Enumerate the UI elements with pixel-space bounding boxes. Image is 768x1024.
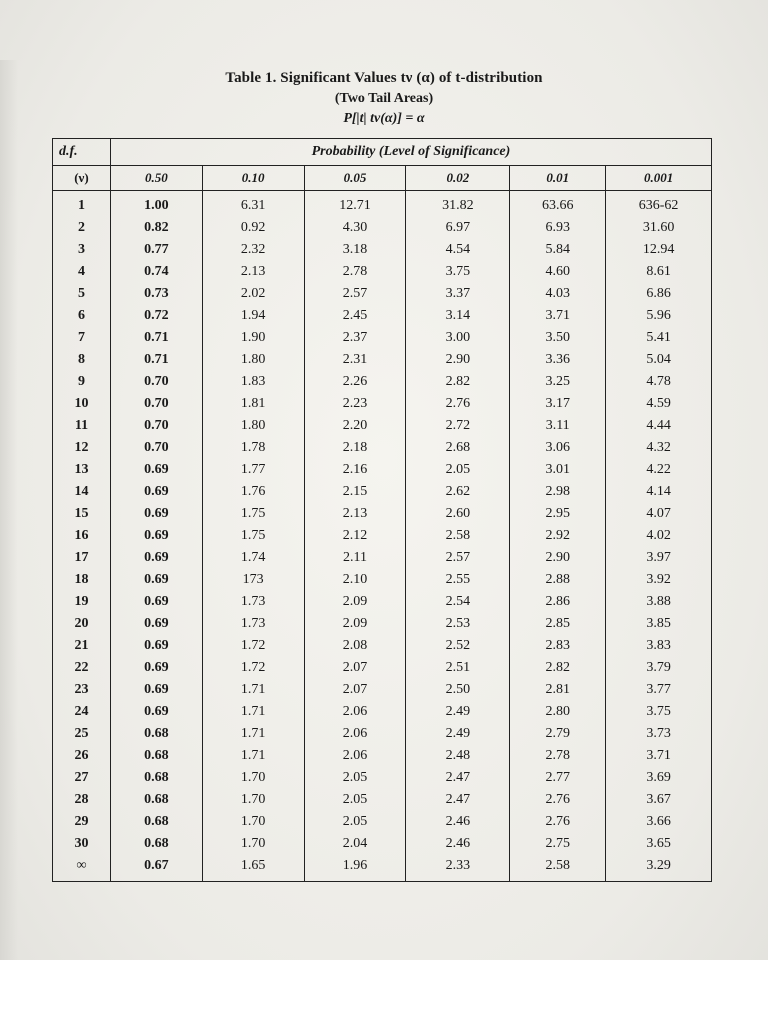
value-cell: 1.81 <box>202 393 304 415</box>
df-cell: 2 <box>53 217 111 239</box>
value-cell: 0.68 <box>110 789 202 811</box>
value-cell: 1.65 <box>202 855 304 882</box>
value-cell: 5.04 <box>606 349 712 371</box>
value-cell: 4.59 <box>606 393 712 415</box>
table-row <box>53 437 712 459</box>
value-cell: 3.97 <box>606 547 712 569</box>
value-cell: 1.70 <box>202 811 304 833</box>
value-cell: 1.70 <box>202 789 304 811</box>
value-cell: 2.49 <box>406 701 510 723</box>
table-row <box>53 191 712 218</box>
value-cell: 0.69 <box>110 657 202 679</box>
df-cell: 13 <box>53 459 111 481</box>
header-row-levels <box>53 166 712 191</box>
value-cell: 2.85 <box>510 613 606 635</box>
value-cell: 2.18 <box>304 437 406 459</box>
value-cell: 0.70 <box>110 437 202 459</box>
value-cell: 0.69 <box>110 481 202 503</box>
table-row <box>53 525 712 547</box>
value-cell: 2.05 <box>304 811 406 833</box>
table-row <box>53 459 712 481</box>
df-cell: 1 <box>53 191 111 218</box>
table-row <box>53 745 712 767</box>
table-row <box>53 789 712 811</box>
value-cell: 2.78 <box>304 261 406 283</box>
value-cell: 0.67 <box>110 855 202 882</box>
df-cell: 18 <box>53 569 111 591</box>
value-cell: 6.86 <box>606 283 712 305</box>
value-cell: 0.70 <box>110 393 202 415</box>
value-cell: 2.45 <box>304 305 406 327</box>
value-cell: 3.71 <box>606 745 712 767</box>
value-cell: 12.71 <box>304 191 406 218</box>
value-cell: 2.15 <box>304 481 406 503</box>
df-cell: ∞ <box>53 855 111 882</box>
value-cell: 2.90 <box>510 547 606 569</box>
df-cell: 8 <box>53 349 111 371</box>
df-header: d.f. <box>53 139 111 166</box>
value-cell: 0.69 <box>110 613 202 635</box>
value-cell: 0.74 <box>110 261 202 283</box>
value-cell: 4.54 <box>406 239 510 261</box>
table-row <box>53 393 712 415</box>
table-row <box>53 701 712 723</box>
value-cell: 2.82 <box>510 657 606 679</box>
level-header: 0.50 <box>110 166 202 191</box>
value-cell: 4.30 <box>304 217 406 239</box>
value-cell: 1.73 <box>202 613 304 635</box>
value-cell: 3.69 <box>606 767 712 789</box>
value-cell: 2.49 <box>406 723 510 745</box>
value-cell: 2.90 <box>406 349 510 371</box>
table-formula: P[|t| tν(α)] = α <box>343 111 425 126</box>
df-cell: 22 <box>53 657 111 679</box>
value-cell: 2.06 <box>304 701 406 723</box>
value-cell: 2.77 <box>510 767 606 789</box>
value-cell: 2.06 <box>304 745 406 767</box>
value-cell: 636-62 <box>606 191 712 218</box>
table-row <box>53 261 712 283</box>
table-row <box>53 305 712 327</box>
value-cell: 2.86 <box>510 591 606 613</box>
value-cell: 2.13 <box>304 503 406 525</box>
table-body <box>53 191 712 882</box>
value-cell: 1.96 <box>304 855 406 882</box>
value-cell: 0.69 <box>110 569 202 591</box>
value-cell: 4.22 <box>606 459 712 481</box>
value-cell: 2.33 <box>406 855 510 882</box>
value-cell: 3.14 <box>406 305 510 327</box>
value-cell: 3.65 <box>606 833 712 855</box>
table-row <box>53 569 712 591</box>
value-cell: 2.88 <box>510 569 606 591</box>
value-cell: 0.72 <box>110 305 202 327</box>
table-row <box>53 767 712 789</box>
value-cell: 3.37 <box>406 283 510 305</box>
value-cell: 2.82 <box>406 371 510 393</box>
value-cell: 1.00 <box>110 191 202 218</box>
table-row <box>53 503 712 525</box>
table-row <box>53 811 712 833</box>
value-cell: 3.71 <box>510 305 606 327</box>
value-cell: 2.55 <box>406 569 510 591</box>
value-cell: 2.53 <box>406 613 510 635</box>
value-cell: 2.50 <box>406 679 510 701</box>
value-cell: 31.60 <box>606 217 712 239</box>
value-cell: 2.54 <box>406 591 510 613</box>
value-cell: 1.71 <box>202 701 304 723</box>
value-cell: 2.76 <box>510 789 606 811</box>
value-cell: 2.46 <box>406 811 510 833</box>
table-row <box>53 239 712 261</box>
value-cell: 3.66 <box>606 811 712 833</box>
value-cell: 4.03 <box>510 283 606 305</box>
df-cell: 26 <box>53 745 111 767</box>
value-cell: 1.73 <box>202 591 304 613</box>
table-title: Table 1. Significant Values tν (α) of t-distribution <box>225 70 543 86</box>
value-cell: 2.12 <box>304 525 406 547</box>
value-cell: 5.41 <box>606 327 712 349</box>
value-cell: 0.73 <box>110 283 202 305</box>
df-cell: 19 <box>53 591 111 613</box>
df-cell: 30 <box>53 833 111 855</box>
value-cell: 2.80 <box>510 701 606 723</box>
df-cell: 14 <box>53 481 111 503</box>
value-cell: 2.57 <box>406 547 510 569</box>
value-cell: 1.94 <box>202 305 304 327</box>
value-cell: 4.07 <box>606 503 712 525</box>
v-header: (ν) <box>53 166 111 191</box>
page-shadow <box>0 60 18 960</box>
value-cell: 12.94 <box>606 239 712 261</box>
value-cell: 2.98 <box>510 481 606 503</box>
value-cell: 4.02 <box>606 525 712 547</box>
value-cell: 3.29 <box>606 855 712 882</box>
value-cell: 3.75 <box>406 261 510 283</box>
value-cell: 31.82 <box>406 191 510 218</box>
value-cell: 2.62 <box>406 481 510 503</box>
value-cell: 0.68 <box>110 833 202 855</box>
value-cell: 2.26 <box>304 371 406 393</box>
value-cell: 4.78 <box>606 371 712 393</box>
value-cell: 1.78 <box>202 437 304 459</box>
value-cell: 3.73 <box>606 723 712 745</box>
value-cell: 173 <box>202 569 304 591</box>
value-cell: 3.83 <box>606 635 712 657</box>
value-cell: 1.76 <box>202 481 304 503</box>
value-cell: 1.71 <box>202 679 304 701</box>
level-header: 0.01 <box>510 166 606 191</box>
df-cell: 7 <box>53 327 111 349</box>
value-cell: 2.47 <box>406 789 510 811</box>
value-cell: 1.72 <box>202 657 304 679</box>
page-bottom-margin <box>0 960 768 1024</box>
value-cell: 2.05 <box>406 459 510 481</box>
value-cell: 3.06 <box>510 437 606 459</box>
value-cell: 2.16 <box>304 459 406 481</box>
value-cell: 1.72 <box>202 635 304 657</box>
value-cell: 2.75 <box>510 833 606 855</box>
table-row <box>53 349 712 371</box>
df-cell: 12 <box>53 437 111 459</box>
value-cell: 2.92 <box>510 525 606 547</box>
table-subtitle: (Two Tail Areas) <box>334 91 434 106</box>
value-cell: 2.09 <box>304 591 406 613</box>
value-cell: 2.04 <box>304 833 406 855</box>
value-cell: 6.93 <box>510 217 606 239</box>
value-cell: 0.68 <box>110 767 202 789</box>
df-cell: 27 <box>53 767 111 789</box>
value-cell: 1.83 <box>202 371 304 393</box>
value-cell: 2.79 <box>510 723 606 745</box>
value-cell: 6.97 <box>406 217 510 239</box>
df-cell: 25 <box>53 723 111 745</box>
level-header: 0.05 <box>304 166 406 191</box>
value-cell: 0.69 <box>110 525 202 547</box>
value-cell: 3.92 <box>606 569 712 591</box>
value-cell: 63.66 <box>510 191 606 218</box>
df-cell: 11 <box>53 415 111 437</box>
table-row <box>53 371 712 393</box>
value-cell: 2.06 <box>304 723 406 745</box>
value-cell: 1.71 <box>202 723 304 745</box>
df-cell: 9 <box>53 371 111 393</box>
value-cell: 0.69 <box>110 547 202 569</box>
value-cell: 1.75 <box>202 525 304 547</box>
value-cell: 0.69 <box>110 459 202 481</box>
df-cell: 15 <box>53 503 111 525</box>
value-cell: 2.37 <box>304 327 406 349</box>
df-cell: 20 <box>53 613 111 635</box>
value-cell: 2.07 <box>304 679 406 701</box>
value-cell: 4.44 <box>606 415 712 437</box>
df-cell: 24 <box>53 701 111 723</box>
value-cell: 0.77 <box>110 239 202 261</box>
value-cell: 1.70 <box>202 833 304 855</box>
value-cell: 3.88 <box>606 591 712 613</box>
value-cell: 5.96 <box>606 305 712 327</box>
value-cell: 0.92 <box>202 217 304 239</box>
level-header: 0.001 <box>606 166 712 191</box>
value-cell: 3.11 <box>510 415 606 437</box>
value-cell: 2.76 <box>510 811 606 833</box>
value-cell: 3.17 <box>510 393 606 415</box>
value-cell: 3.77 <box>606 679 712 701</box>
value-cell: 2.52 <box>406 635 510 657</box>
value-cell: 3.01 <box>510 459 606 481</box>
value-cell: 2.78 <box>510 745 606 767</box>
t-distribution-table <box>52 138 712 882</box>
value-cell: 2.10 <box>304 569 406 591</box>
value-cell: 3.85 <box>606 613 712 635</box>
table-row <box>53 481 712 503</box>
value-cell: 2.72 <box>406 415 510 437</box>
value-cell: 2.02 <box>202 283 304 305</box>
value-cell: 2.08 <box>304 635 406 657</box>
value-cell: 2.47 <box>406 767 510 789</box>
value-cell: 2.32 <box>202 239 304 261</box>
value-cell: 2.20 <box>304 415 406 437</box>
value-cell: 2.23 <box>304 393 406 415</box>
table-row <box>53 833 712 855</box>
value-cell: 3.67 <box>606 789 712 811</box>
value-cell: 3.79 <box>606 657 712 679</box>
value-cell: 2.09 <box>304 613 406 635</box>
value-cell: 0.71 <box>110 327 202 349</box>
value-cell: 2.05 <box>304 789 406 811</box>
value-cell: 2.07 <box>304 657 406 679</box>
value-cell: 2.60 <box>406 503 510 525</box>
df-cell: 17 <box>53 547 111 569</box>
df-cell: 10 <box>53 393 111 415</box>
value-cell: 1.75 <box>202 503 304 525</box>
value-cell: 2.76 <box>406 393 510 415</box>
value-cell: 2.11 <box>304 547 406 569</box>
value-cell: 2.46 <box>406 833 510 855</box>
value-cell: 2.83 <box>510 635 606 657</box>
value-cell: 1.71 <box>202 745 304 767</box>
probability-header: Probability (Level of Significance) <box>110 139 711 166</box>
value-cell: 0.82 <box>110 217 202 239</box>
df-cell: 28 <box>53 789 111 811</box>
value-cell: 3.25 <box>510 371 606 393</box>
table-row <box>53 327 712 349</box>
value-cell: 5.84 <box>510 239 606 261</box>
table-row <box>53 635 712 657</box>
value-cell: 0.69 <box>110 679 202 701</box>
value-cell: 4.32 <box>606 437 712 459</box>
level-header: 0.02 <box>406 166 510 191</box>
header-row-probability <box>53 139 712 166</box>
value-cell: 2.13 <box>202 261 304 283</box>
table-title-block <box>0 70 768 127</box>
value-cell: 2.48 <box>406 745 510 767</box>
value-cell: 2.05 <box>304 767 406 789</box>
value-cell: 1.70 <box>202 767 304 789</box>
table-row <box>53 547 712 569</box>
value-cell: 0.68 <box>110 811 202 833</box>
df-cell: 5 <box>53 283 111 305</box>
value-cell: 3.36 <box>510 349 606 371</box>
value-cell: 0.70 <box>110 371 202 393</box>
value-cell: 3.75 <box>606 701 712 723</box>
value-cell: 2.31 <box>304 349 406 371</box>
value-cell: 4.60 <box>510 261 606 283</box>
value-cell: 2.68 <box>406 437 510 459</box>
value-cell: 2.58 <box>510 855 606 882</box>
value-cell: 2.57 <box>304 283 406 305</box>
value-cell: 3.00 <box>406 327 510 349</box>
value-cell: 0.69 <box>110 701 202 723</box>
value-cell: 8.61 <box>606 261 712 283</box>
df-cell: 3 <box>53 239 111 261</box>
value-cell: 2.58 <box>406 525 510 547</box>
value-cell: 0.69 <box>110 591 202 613</box>
value-cell: 6.31 <box>202 191 304 218</box>
table-row <box>53 723 712 745</box>
value-cell: 0.69 <box>110 635 202 657</box>
table-row <box>53 679 712 701</box>
value-cell: 0.68 <box>110 745 202 767</box>
value-cell: 2.81 <box>510 679 606 701</box>
df-cell: 29 <box>53 811 111 833</box>
value-cell: 1.80 <box>202 415 304 437</box>
table-row <box>53 283 712 305</box>
value-cell: 1.90 <box>202 327 304 349</box>
table-row <box>53 415 712 437</box>
table-row <box>53 657 712 679</box>
value-cell: 0.71 <box>110 349 202 371</box>
value-cell: 1.80 <box>202 349 304 371</box>
table-row <box>53 591 712 613</box>
value-cell: 0.68 <box>110 723 202 745</box>
value-cell: 2.95 <box>510 503 606 525</box>
value-cell: 4.14 <box>606 481 712 503</box>
df-cell: 4 <box>53 261 111 283</box>
value-cell: 2.51 <box>406 657 510 679</box>
value-cell: 3.18 <box>304 239 406 261</box>
table-row <box>53 855 712 882</box>
df-cell: 16 <box>53 525 111 547</box>
value-cell: 1.77 <box>202 459 304 481</box>
value-cell: 1.74 <box>202 547 304 569</box>
table-row <box>53 613 712 635</box>
df-cell: 21 <box>53 635 111 657</box>
value-cell: 0.70 <box>110 415 202 437</box>
table-row <box>53 217 712 239</box>
df-cell: 23 <box>53 679 111 701</box>
df-cell: 6 <box>53 305 111 327</box>
value-cell: 0.69 <box>110 503 202 525</box>
value-cell: 3.50 <box>510 327 606 349</box>
level-header: 0.10 <box>202 166 304 191</box>
